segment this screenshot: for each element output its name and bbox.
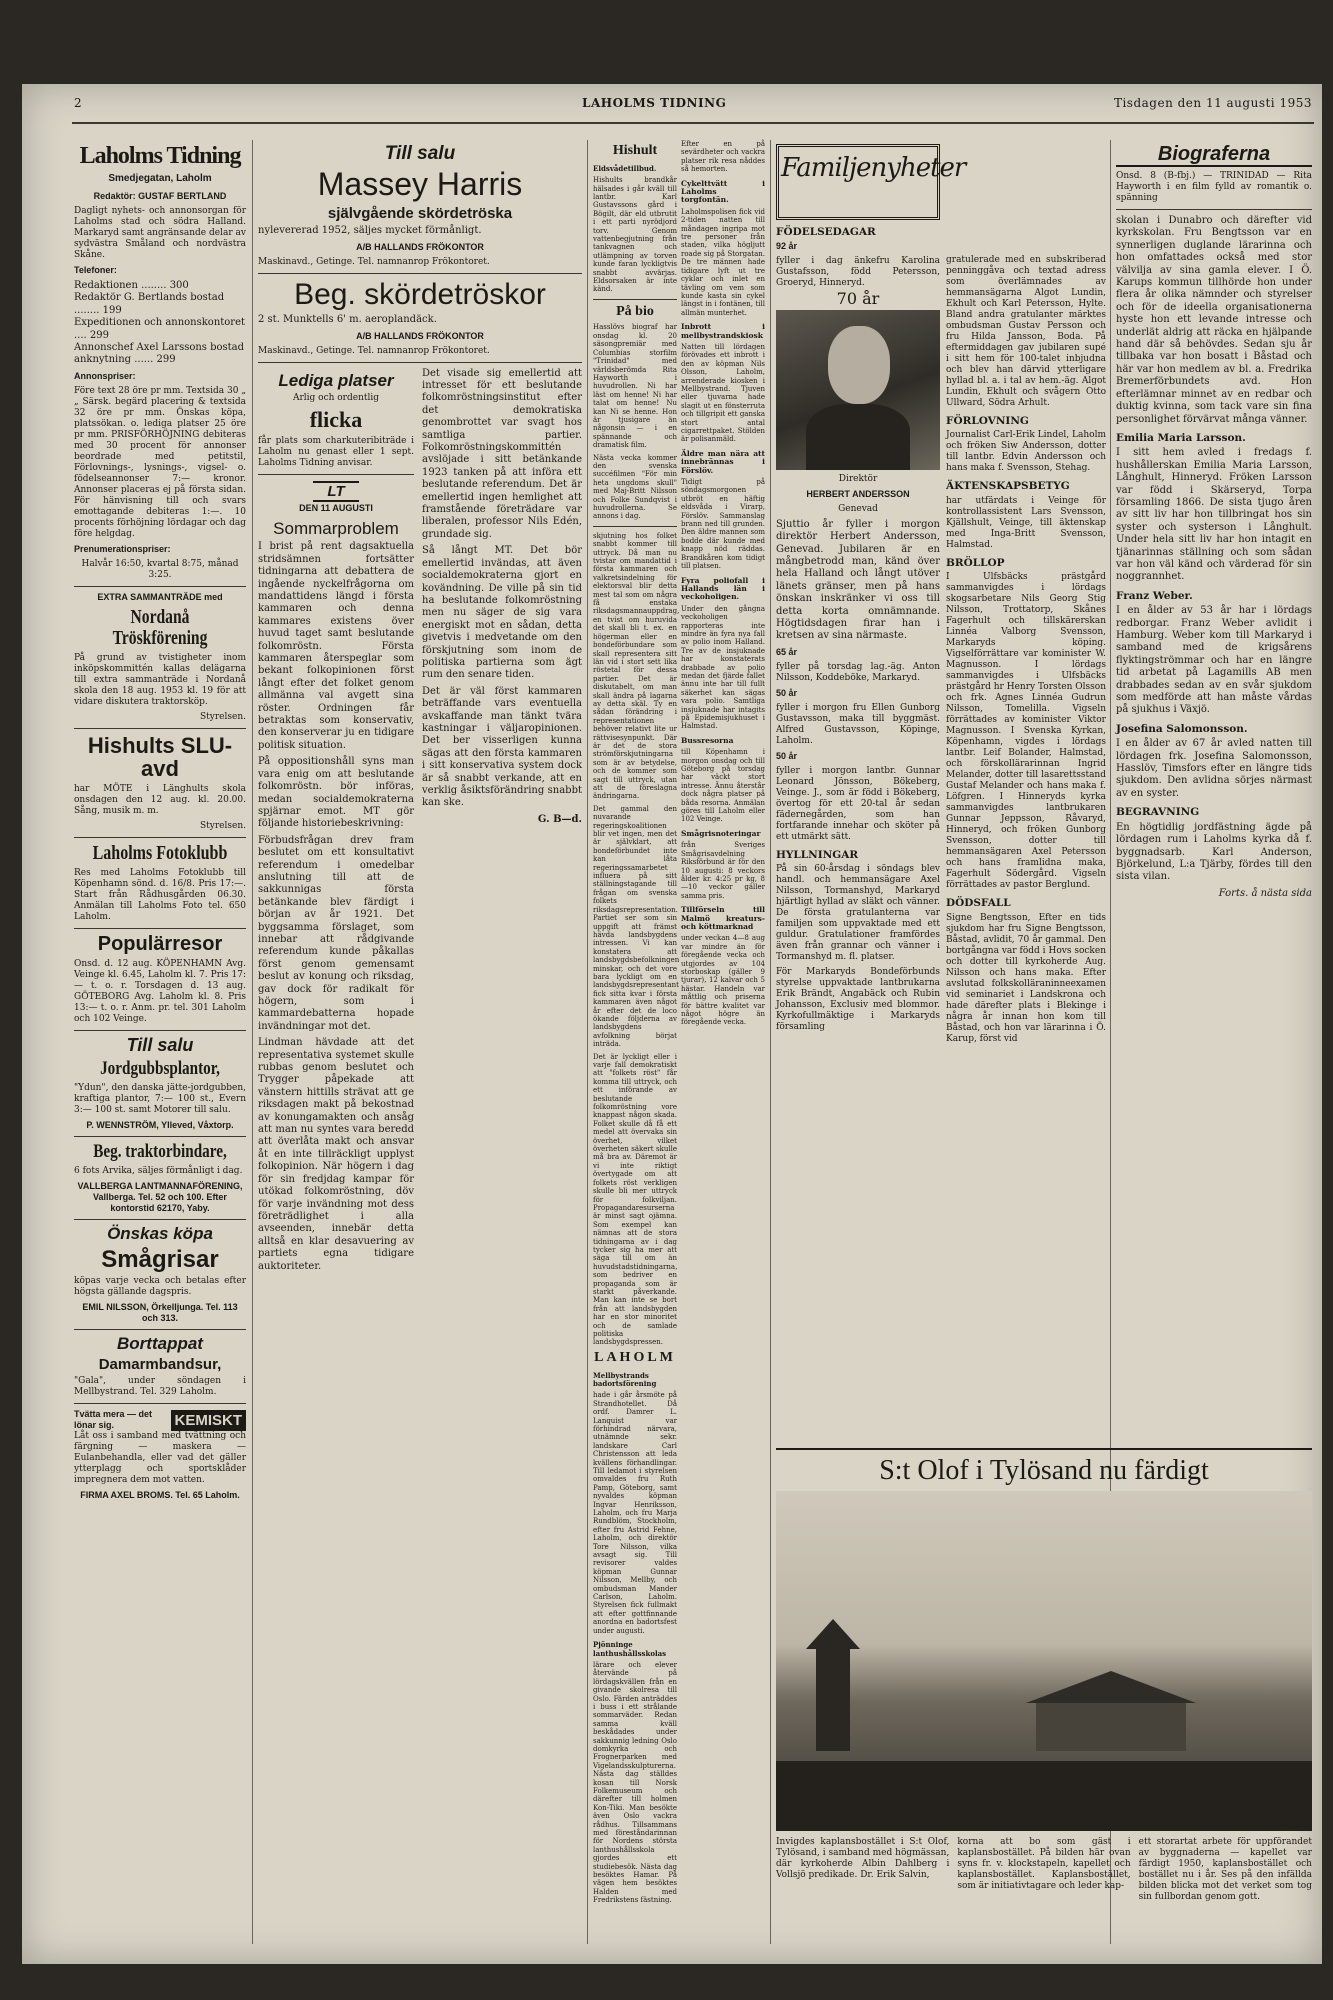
jos-text: I en ålder av 67 år avled natten till lördagen frk. Josefina Salomonsson, Hasslöv, Timsfors efter en längre tids sjukdom. Den avlidna sörjes närmast av en syster. [1116, 738, 1312, 799]
photo-caption: Direktör [838, 473, 878, 484]
fod-head: FÖDELSEDAGAR [776, 226, 876, 238]
resor-text: Onsd. d. 12 aug. KÖPENHAMN Avg. Veinge kl. 6.45, Laholm kl. 7. Pris 17:— t. o. r. Torsdagen d. 13 aug. GÖTEBORG Avg. Laholm kl. 8. Pris 13:— t. o. r. Anm. pr. tel. 301 Laholm och 102 Veinge. [74, 959, 246, 1025]
divider [258, 362, 582, 363]
prices-text: Före text 28 öre pr mm. Textsida 30 „ „ Särsk. begärd placering & textsida 32 öre pr mm. Önskas köpa, platssökan. o. lediga platser 25 öre pr mm. PRISFÖRHÖJNING debiteras med 30 procent för annonser beordrade med petitstil, Förlovnings-, lysnings-, vigsel- o. födelseannonser 7:— kronor. Annonser placeras ej på första sidan. För hänvisning till och svars emottagande debiteras 1:—. 10 procents förhöjning lördagar och dag före helgdag. [74, 385, 246, 539]
fod-70: 70 år [836, 289, 880, 309]
sma-head: Smågrisnoteringar [681, 828, 761, 838]
bio-paragraph: Nästa vecka kommer den svenska succéfilmen "För min heta ungdoms skull" med Maj-Britt Nilsson och Folke Sundqvist i huvudrollerna. Se annons i dag. [593, 453, 677, 521]
phone-line: Redaktör G. Bertlands bostad ........ 199 [74, 292, 225, 316]
fod-50a-text: fyller i morgon fru Ellen Gunborg Gustavsson, maka till byggmäst. Alfred Gustavsson, Köpinge, Laholm. [776, 702, 940, 746]
aldre-text: Tidigt på söndagsmorgonen utbröt en häftig eldsvåda i Virarp, Förslöv. Sammanslag brann ned till grunden. Den äldre mannen som bodde där kunde med knapp nöd räddas. Brandkåren kom tidigt till platsen. [681, 478, 765, 571]
fors-text: För Markaryds Bondeförbunds styrelse uppvaktade lantbrukarna Erik Brändt, Angabäck och Rubin Johansson, Exclusiv med blommor. Kyrkofullmäktige i Markaryds församling [776, 967, 940, 1033]
divider [74, 928, 246, 929]
main-paragraph: Det är lyckligt eller i varje fall demokratiskt att "folkets röst" får komma till uttryck, och ett införande av beslutande folkomröstning vore knappast någon skada. Folket skulle då få ett medel att övervaka sin överhet, vilket överheten säkert skulle må bra av. Däremot är vi inte riktigt övertygade om att folkets röst verkligen skulle bli mer uttryck för folkviljan. Propagandaresurserna är minst sagt ojämna. Som exempel kan nämnas att de stora tidningarna av i dag tycker sig ha mer att säga till om än huvudstadstidningarna, som bedriver en propaganda som är starkt påverkande. Man kan inte se bort från att landsbygden har en stor minoritet och de samlade politiska landsbygdspressen. [593, 1052, 678, 1347]
brand-head: Eldsvådetillbud. [593, 163, 657, 173]
article-paragraph: Det är väl först kammaren beträffande vars eventuella avskaffande man tänkt tvära kastningar i väljaropinionen. Det ber visserligen kunna sägas att den första kammaren i sitt konservativa system dock är så snabbt verkande, att en verklig åsiktsförändring snabbt kan ske. [422, 685, 582, 809]
buss-head: Bussresorna [681, 735, 734, 745]
fod-65: 65 år [776, 646, 798, 657]
brol-head: BRÖLLOP [946, 556, 1005, 569]
grat-text: gratulerade med en subskriberad penninggåva och textad adress som överlämnades av hemmansägarna Algot Lundin, Ekhult och Karl Petersson, Hylte. Bland andra gratulanter märktes ombudsman Gustav Persson och fru Hilda Jansson, Boda. På eftermiddagen gav jubilaren supé i sitt hem för 100-talet inbjudna och blev han därvid ytterligare hyllad bl. a. i tal av hem.-äg. Algot Lundin, Ekhult och svågern Otto Ullward, Södra Arhult. [946, 255, 1106, 408]
massey-foot: Maskinavd., Getinge. Tel. namnanrop Frökontoret. [258, 256, 490, 267]
article-paragraph: Så långt MT. Det bör emellertid invändas, att även socialdemokraterna gjort en kovändning. De ville på sin tid ha beslutande folkomröstning men nu säger de sig vara energiskt mot en sådan, detta givetvis i medvetande om den förskjutning som inom de politiska partierna som ägt rum den senare tiden. [422, 545, 582, 681]
forl-text: Journalist Carl-Erik Lindel, Laholm och fröken Siw Andersson, dotter till lantbr. Edvin Andersson och hans maka f. Svensson, Stehag. [946, 430, 1106, 474]
emil-head: Emilia Maria Larsson. [1116, 431, 1246, 444]
bell-tower-roof [806, 1619, 860, 1649]
col2-split [258, 368, 582, 1277]
main-paragraph: skjutning hos folket snabbt kommer till uttryck. Då man nu tvistar om mandattid i första kammaren och valkretsindelning för elektorsval blir detta mest tal som om några få enstaka riksdagsmannauppdrag, en tvist om huruvida det skall bli t. ex. en högerman eller en bondeförbundare som skall representera sitt län vid i stort sett lika röstetal för dessa partier. Det är diskutabelt, om man skall ändra på lagarna av detta skäl. Ty en sådan förändring i representationen behöver relativt lite ur rättvisesynpunkt. Där är det de stora strömförskjutningarna som är av betydelse, och de kommer som sagt till uttryck, utan att de föreslagna ändringarna. [593, 531, 680, 801]
meeting-text: På grund av tvistigheter inom inköpskommittén kallas delägarna till extra sammanträde i Nordanå skola den 18 aug. 1953 kl. 19 för att vidare diskutera traktorsköp. [74, 652, 246, 707]
header-rule [72, 122, 1314, 124]
smag-sign: EMIL NILSSON, Örkelljunga. Tel. 113 och 313. [82, 1301, 238, 1323]
divider [74, 586, 246, 587]
masthead-address: Smedjegatan, Laholm [108, 173, 212, 185]
phones-title: Telefoner: [74, 265, 117, 275]
hyll-text: På sin 60-årsdag i söndags blev handl. och hemmansägare Axel Nilsson, Tormanshyd, Markaryd hjärtligt hyllad av släkt och vänner. De första gratulanterna var familjen som uppvaktade med ett guldur. Gratulationer framfördes även från grannar och vänner i Tormanshyd m. fl. platser. [776, 864, 940, 963]
massey-title: Massey Harris [317, 165, 523, 202]
photo-caption: Genevad [838, 503, 878, 514]
beg-text: 2 st. Munktells 6' m. aeroplandäck. [258, 314, 437, 326]
column-family-right [946, 140, 1106, 1430]
divider [1116, 209, 1312, 210]
herbert-text: Sjuttio år fyller i morgon direktör Herbert Andersson, Genevad. Jubilaren är en mångbetrodd man, känd över hela Halland och långt utöver länets gränser, men på hans önskan inskränker vi oss till detta korta omnämnande. Högtidsdagen firar han i kretsen av sina närmaste. [776, 518, 940, 642]
franz-text: I en ålder av 53 år har i lördags redborgar. Franz Weber avlidit i Hamburg. Weber kom till Markaryd i samband med de krigsårens flyktingströmmar och har en längre tid arbetat på Lagamills AB men drabbades sedan av en svår sjukdom som medförde att han måste vårdas på sjukhus i Växjö. [1116, 605, 1312, 716]
sma-text: från Sveriges Smågrisavdelning Riksförbund är för den 10 augusti: 8 veckors ålder kr. 4:25 pr kg, 8—10 veckor gäller samma pris. [681, 841, 765, 900]
flicka-sub: Arlig och ordentlig [292, 393, 380, 404]
tillsalu-title: Till salu [126, 1035, 194, 1056]
dods-head: DÖDSFALL [946, 897, 1011, 910]
meeting-sign: Styrelsen. [200, 711, 246, 722]
family-logo-spacer [946, 140, 1106, 255]
column-hishult [593, 140, 680, 1948]
hishult-title: Hishult [612, 143, 658, 158]
slu-text: har MÖTE i Länghults skola onsdagen den 12 aug. kl. 20.00. Sång, musik m. m. [74, 784, 246, 817]
beg-foot: Maskinavd., Getinge. Tel. namnanrop Frökontoret. [258, 345, 490, 356]
fod-50a: 50 år [776, 687, 798, 698]
divider [258, 273, 582, 274]
akt-head: ÄKTENSKAPSBETYG [946, 480, 1070, 493]
bort-title: Borttappat [117, 1333, 203, 1353]
col2-left [258, 368, 414, 1277]
foreground-ground [776, 1761, 1312, 1831]
brol-text: I Ulfsbäcks prästgård sammanvigdes i lördags skogsarbetare Nils Georg Stig Nilsson, Trottatorp, Skånes Fagerhult och tillskärerskan Linnéa Valborg Svensson, Markaryds köping. Vigselförrättare var kominister W. Magnusson. I lördags sammanvigdes i Ulfsbäcks prästgård hr Henry Torsten Olsson och frk. Agnes Linnéa Gudrun Nilsson, Tomelilla. Vigseln förrättades av kominister Viktor Magnusson. I Svenska Kyrkan, Köpenhamn, vigdes i lördags lantbr. Leif Bolander, Halmstad, och förskollärarinnan Ingrid Melander, dotter till lasarettsstand Gustaf Melander och hans maka f. Löfgren. I Hinneryds kyrka sammanvigdes lantbrukaren Gunnar Jeppsson, Råvaryd, Hinneryd, och fröken Gunborg Svensson, dotter till hemmansägaren Axel Petersson och hans framlidna maka, Fagerhult Södergård. Vigseln förrättades av pastor Berglund. [946, 572, 1106, 891]
begr-head: BEGRAVNING [1116, 806, 1200, 819]
column-family-left [776, 140, 966, 1430]
bort-text: "Gala", under söndagen i Mellbystrand. Tel. 329 Laholm. [74, 1376, 246, 1398]
beg-firm: A/B HALLANDS FRÖKONTOR [356, 330, 484, 341]
olof-captions [776, 1837, 1312, 1907]
lediga-title: Lediga platser [278, 370, 394, 390]
bio-title: På bio [616, 303, 654, 319]
kem-title: KEMISKT [171, 1410, 247, 1431]
fyra-head: Fyra poliofall i Hallands län i veckoholigen. [681, 575, 765, 602]
masthead-editor: Redaktör: GUSTAF BERTLAND [93, 190, 227, 201]
lt-badge [258, 481, 414, 514]
kopa-title: Önskas köpa [107, 1223, 213, 1243]
column-biografer [1116, 140, 1312, 1430]
brand-text: Hishults brandkår hälsades i går kväll till lantbr. Karl Gustavssons gård i Bögilt, där eld utbrutit i ett parti nyrödjord torv. Genom vattenbegjutning från tankvagnen och utlämpning av torven kunde faran lyckligtvis snabbt avvärjas. Eldsorsaken är inte känd. [593, 176, 677, 294]
portrait-photo [776, 310, 940, 470]
massey-text: nylevererad 1952, säljes mycket förmånligt. [258, 225, 482, 237]
fod-92-text: fyller i dag änkefru Karolina Gustafsson, född Petersson, Groeryd, Hinneryd. [776, 256, 940, 289]
pann-text: lärare och elever återvände på lördagskvällen från en givande skolresa till Oslo. Färden anträddes i buss i ett strålande sommarväder. Redan samma kväll beskådades under sakkunnig ledning Oslo domkyrka och Frognerparken med Vigelandsskulpturerna. Nästa dag ställdes kosan till Norsk Folkemuseum och därefter till holmen Kon-Tiki. Man besökte även Oslo vackra rådhus. Tillsammans med föreståndarinnan för Nordens största lanthushållsskola gjordes ett studiebesök. Nästa dag besöktes Hamar. På vägen hem besöktes Halden med Fredrikstens fästning. [593, 1660, 677, 1905]
resor-title: Populärresor [97, 933, 223, 956]
lt-date: DEN 11 AUGUSTI [299, 502, 373, 513]
divider [74, 1219, 246, 1220]
kem-text: Låt oss i samband med tvättning och färgning — maskera — Eulanbehandla, eller vad det gäller ytterplagg och sportsklåder impregnera dem mot vatten. [74, 1431, 246, 1486]
emil-text: I sitt hem avled i fredags f. hushållerskan Emilia Maria Larsson, Långhult, Hinneryd. Fröken Larsson var född i Skärseryd, Torpa församling 1866. De sista tjugo åren av sitt liv har hon tillbringat hos sin syster och systerson i Långhult. Under hela sitt liv har hon intagit en tjänarinnas ställning och som sådan var hon väl känd och värderad för sin noggrannhet. [1116, 447, 1312, 583]
article-paragraph: I brist på rent dagsaktuella stridsämnen fortsätter tidningarna att debattera de ingående nyckelfrågorna om mandattidens längd i första kammaren och denna kammares existens över huvud taget samt beslutande folkomröstn. Första kammaren återspeglar som bekant folkopinionen först långt efter det folket genom allmänna val avgett sina röster. Ordningen får betraktas som konservativ, den konserverar ju en tidigare politisk situation. [258, 541, 414, 751]
portrait-face [828, 326, 890, 404]
mellby-head: Mellbystrands badortsförening [593, 1370, 657, 1388]
buss-text: till Köpenhamn i morgon onsdag och till Göteborg på torsdag har väckt stort intresse. Ännu återstår dock några platser på båda resorna. Anmälan göres till Laholm eller 102 Veinge. [681, 748, 765, 824]
flicka-text: får plats som charkuteribiträde i Laholm nu genast eller 1 sept. Laholms Tidning anvisar. [258, 435, 414, 468]
foto-text: Res med Laholms Fotoklubb till Köpenhamn sönd. d. 16/8. Pris 17:—. Start från Rådhusgården 06.30. Anmälan till Laholms Foto tel. 650 Laholm. [74, 868, 246, 923]
masthead-intro: Dagligt nyhets- och annonsorgan för Laholms stad och södra Halland. Markaryd samt angränsande delar av sydvästra Småland och nordvästra Skåne. [74, 206, 246, 260]
olof-title: S:t Olof i Tylösand nu färdigt [776, 1448, 1312, 1485]
kem-header [74, 1409, 246, 1431]
col2-right [422, 368, 582, 1277]
masthead: Laholms Tidning [79, 143, 241, 169]
kem-label: Tvätta mera — det lönar sig. [74, 1409, 153, 1431]
lt-logo: LT [313, 481, 358, 502]
article-title: Sommarproblem [273, 518, 399, 538]
divider [74, 1329, 246, 1330]
article-paragraph: Det visade sig emellertid att intresset för ett beslutande folkomröstningsinstitut efter det demokratiska genombrottet var svagt hos samtliga partier. Folkomröstningskommittén avslöjade i sitt betänkande 1923 tanken på att införa ett beslutande referendum. Det är emellertid ingen hemlighet att framstående företrädare var liberalen, professor Nils Edén, grundade sig. [422, 367, 582, 540]
massey-firm: A/B HALLANDS FRÖKONTOR [356, 241, 484, 252]
trak-sign: VALLBERGA LANTMANNAFÖRENING, Vallberga. Tel. 52 och 100. Efter kontorstid 62170, Yaby. [77, 1180, 243, 1213]
family-logo: Familjenyheter [781, 153, 966, 183]
pann-head: Pjönninge lanthushållsskolas [593, 1640, 667, 1658]
fod-50b-text: fyller i morgon lantbr. Gunnar Leonard Jönsson, Bökeberg, Veinge. J., som är född i Bökeberg, övertog för ett 20-tal år sedan fädernegården, som han fortfarande innehar och sköter på ett utmärkt sätt. [776, 765, 940, 842]
bio-paragraph: Hasslövs biograf har onsdag kl. 20 säsongpremiär med Columbias storfilm "Trinidad" med världsberömda Rita Hayworth i huvudrollen. Ni har läst om henne! Ni har talat om henne! Nu kan Ni se henne. Hon är tjusigare än någonsin — i en spännande och dramatisk film. [593, 323, 677, 450]
massey-sub: självgående skördetröska [327, 204, 513, 222]
fire-text: Efter en på sevärdheter och vackra platser rik resa nåddes så hemorten. [681, 140, 765, 174]
newspaper-page [22, 84, 1322, 1964]
page-date: Tisdagen den 11 augusti 1953 [1113, 96, 1312, 110]
article-paragraph: Lindman hävdade att det representativa systemet skulle rubbas genom beslutet och Trygger påpekade att vänstern hittills strävat att ge riksdagen makt på bekostnad av konungamakten och ansåg att man nu syntes vara beredd att överlåta makt och ansvar åt en inte tillräckligt upplyst folkopinion. När högern i dag för sin fredjdag kampar för utökad folkomröstning, döv för varje invändning mot dess företrädlighet i alla avseenden, innebär detta alltså en klar desavuering av partiets egna tidigare auktoriteter. [258, 1037, 414, 1272]
subscription-text: Halvår 16:50, kvartal 8:75, månad 3:25. [81, 558, 239, 580]
fod-50b: 50 år [776, 750, 798, 761]
trak-text: 6 fots Arvika, säljes förmånligt i dag. [74, 1165, 243, 1176]
till-head: Tillförseln till Malmö kreaturs- och köttmarknad [681, 905, 765, 931]
inbrott-text: Natten till lördagen förövades ett inbrott i den av köpman Nils Olsson, Laholm, arrenderade kiosken i Mellbystrand. Tjuven eller tjuvarna hade slagit ut en fönsterruta och tillgripit ett ganska stort antal cigarrettpaket. Stölden är polisanmäld. [681, 342, 765, 444]
column-ads-editorial [258, 140, 582, 1948]
dods-text: Signe Bengtsson, Efter en tids sjukdom har fru Signe Bengtsson, Båstad, avlidit, 70 år gammal. Den bortgångna var född i Hovs socken och dotter till kyrkoherde Aug. Nilsson och hans maka. Efter avslutad folkskolläraninneexamen vid seminariet i Landskrona och hade därefter plats i Blekinge i några år innan hon kom till Båstad, och hon var lärarinna i Ö. Karup, först vid [946, 912, 1106, 1044]
fyra-text: Under den gångna veckoholigen rapporteras inte mindre än fyra nya fall av polio inom Halland. Tre av de insjuknade har konstaterats drabbade av polio medan det fjärde fallet ännu inte har till fullt säkerhet kan sägas vara polio. Samtliga insjuknade har intagits på Epidemisjukhuset i Halmstad. [681, 604, 765, 731]
bio-logo: Biograferna [1116, 144, 1312, 167]
column-news [681, 140, 765, 1948]
begr-foot: Forts. å nästa sida [1218, 887, 1312, 899]
portrait-suit [806, 404, 910, 470]
subscription-title: Prenumerationspriser: [74, 543, 171, 554]
franz-head: Franz Weber. [1116, 589, 1193, 602]
olof-caption: Invigdes kaplansbostället i S:t Olof, Tylösand, i samband med högmässan, där kyrkoherde Albin Dahlberg i Vollsjö predikade. Dr. Erik Salvin, [776, 1837, 950, 1881]
article-sign: G. B—d. [537, 813, 582, 825]
bell-tower [816, 1641, 850, 1751]
divider [74, 1403, 246, 1404]
inbrott-head: Inbrott i mellbystrandskiosk [681, 322, 765, 340]
till-text: under veckan 4—8 aug var mindre än för föregående vecka och utgjordes av 104 storboskap (gäller 9 tjurar), 12 kalvar och 5 hästar. Handeln var måttlig och priserna för bättre kvalitet var något högre än föregående vecka. [681, 934, 765, 1027]
flicka-title: flicka [309, 407, 363, 433]
begr-text: En högtidlig jordfästning ägde på lördagen rum i Laholms kyrka då f. byggnadsarb. Karl Anderson, Björkelund, L:a Tjärby, fördes till den sista vilan. [1116, 821, 1312, 883]
phone-line: Annonschef Axel Larssons bostad anknytning ...... 299 [74, 342, 245, 366]
column-masthead [74, 140, 246, 1948]
bio-ad: Onsd. 8 (B-fbj.) — TRINIDAD — Rita Hayworth i en film fylld av romantik o. spänning [1116, 171, 1312, 203]
laholm-title: LAHOLM [594, 1349, 676, 1365]
smag-title: Smågrisar [101, 1245, 219, 1273]
beg-title: Beg. skördetröskor [294, 277, 546, 311]
forl-head: FÖRLOVNING [946, 415, 1029, 427]
paper-title: LAHOLMS TIDNING [582, 96, 727, 110]
tillsalu-header: Till salu [384, 143, 456, 164]
meeting-head: EXTRA SAMMANTRÄDE med [97, 591, 223, 602]
divider [258, 474, 414, 475]
phone-line: Redaktionen ........ 300 [74, 280, 189, 291]
cykel-text: Laholmspolisen fick vid 2-tiden natten till måndagen ingripa mot tre personer från staden, vilka högljutt roade sig på Storgatan. De tre männen hade tidigare lyft ut tre cyklar och inlet en tävling om vem som kunde kasta sin cykel längst in i fontänen, till allmän munterhet. [681, 207, 765, 317]
divider [593, 299, 677, 300]
olof-caption: korna att bo som gäst i kaplansbostället. På bilden här ovan syns fr. v. klockstapeln, kapellet och kaplansbostället. Kaplansbostället, som är initiativtagare och leder kap- [957, 1837, 1131, 1892]
photo-caption: HERBERT ANDERSSON [806, 488, 910, 499]
article-paragraph: På oppositionshåll syns man vara enig om att beslutande folkomröstn. bör införas, medan socialdemokraterna spjärnar emot. MT gör följande historiebeskrivning: [258, 756, 414, 830]
smag-text: köpas varje vecka och betalas efter högsta gällande dagspris. [74, 1275, 246, 1297]
kem-sign: FIRMA AXEL BROMS. Tel. 65 Laholm. [80, 1490, 240, 1501]
jord-sign: P. WENNSTRÖM, Ylleved, Våxtorp. [86, 1119, 234, 1130]
olof-caption: ett storartat arbete för uppförandet av byggnaderna — kapellet var färdigt 1950, kaplansbostället och bostället nu i år. Ses på den infällda bilden blicka mot det verket som tog sin fullbordan genom gott. [1138, 1837, 1312, 1903]
page-number: 2 [74, 96, 83, 110]
olof-feature [776, 1444, 1312, 1944]
divider [74, 837, 246, 838]
family-logo-box [776, 144, 966, 220]
hyll-head: HYLLNINGAR [776, 848, 859, 861]
trak-title: Beg. traktorbindare, [93, 1140, 227, 1162]
bort-sub: Damarmbandsur, [98, 1355, 222, 1373]
slu-title: Hishults SLU-avd [87, 732, 233, 781]
main-paragraph: Det gammal den nuvarande regeringskoalitionen blir vet ingen, men det är självklart, att bondeförbundet inte kan låta regeringssamarbetet influera på sitt ställningstagande till frågan om svenska folkets riksdagsrepresentation. Partiet ser som sin uppgift att främst hävda landsbygdens intressen. Vi kan konstatera att landsbygdsbefolkningen minskar, och det vore bara lyckligt om en landsbygdsrepresentant fick sitta kvar i första kammaren även något år efter det de loco ökande följderna av landsbygdens avfolkning börjat inträda. [593, 804, 680, 1049]
divider [74, 1030, 246, 1031]
jos-head: Josefina Salomonsson. [1116, 722, 1248, 735]
aldre-head: Äldre man nära att innebrännas i Förslöv. [681, 448, 765, 475]
prices-title: Annonspriser: [74, 370, 136, 381]
jord-title: Jordgubbsplantor, [100, 1057, 220, 1079]
jord-text: "Ydun", den danska jätte-jordgubben, kraftiga plantor, 7:— 100 st., Evern 3:— 100 st. samt Motorer till salu. [74, 1082, 246, 1115]
fod-65-text: fyller på torsdag lag.-äg. Anton Nilsson, Koddeböke, Markaryd. [776, 661, 940, 683]
akt-text: har utfärdats i Veinge för kontrollassistent Lars Svensson, Kjällshult, Veinge, till äktenskap med Inga-Britt Svensson, Halmstad. [946, 495, 1106, 550]
divider [74, 728, 246, 729]
olof-photo [776, 1491, 1312, 1831]
column-rule [770, 140, 771, 1944]
bio-text: skolan i Dunabro och därefter vid kyrkskolan. Fru Bengtsson var en synnerligen duglande lärarinna och hon omfattades också med stor välvilja av sina gamla elever. I Ö. Karups kommun tillhörde hon under flera år olika nämnder och styrelser och för de ideella organisationerna hyste hon ett levande intresse och underlät aldrig att räcka en hjälpande hand där så behövdes. Sedan sju år tillbaka var hon bosatt i Båstad och här var hon medlem av bl. a. Fredrika Bremerförbundets avd. Hon efterlämnar minnet av en redbar och duktig kvinna, som tack vare sin fina personlighet förvärvat många vänner. [1116, 215, 1312, 425]
slu-sign: Styrelsen. [200, 821, 246, 832]
cykel-head: Cykelttvätt i Laholms torgfontän. [681, 178, 765, 205]
column-rule [252, 140, 253, 1944]
mellby-text: hade i går årsmöte på Strandhotellet. Då ordf. Damrer L. Lanquist var förhindrad närvara, utnämnde sekr. landskare Carl Christensson att leda kvällens förhandlingar. Till ledamot i styrelsen omvaldes fru Ruth Pamp, Göteborg, samt nyvaldes köpman Ingvar Henriksson, Laholm, och fru Marja Rundblöm, Stockholm, efter fru Astrid Fehne, Laholm, och direktör Tore Nilsson, vilka avsagt sig. Till revisorer valdes köpman Gunnar Nilsson, Mellby, och ombudsman Mander Carlson, Laholm. Styrelsen fick fullmakt att efter gottfinnande anordna en badortsfest under augusti. [593, 1391, 677, 1635]
fod-92: 92 år [776, 241, 798, 252]
meeting-title: Nordanå Tröskförening [112, 605, 208, 649]
divider [593, 526, 677, 527]
foto-title: Laholms Fotoklubb [92, 842, 228, 865]
divider [74, 1136, 246, 1137]
article-paragraph: Förbudsfrågan drev fram beslutet om ett konsultativt referendum i omedelbar anslutning till att de sakkunnigas första betänkande blev färdigt i början av år 1921. Det byggsamma förslaget, som innebar att rådgivande referendum kunde påkallas först genom gemensamt beslut av konung och riksdag, gav dock för radikalt för högern, som i kammardebatterna hopade invändningar mot det. [258, 834, 414, 1032]
chapel-roof [1026, 1671, 1196, 1703]
chapel-building [1036, 1701, 1186, 1751]
column-rule [587, 140, 588, 1944]
phone-line: Expeditionen och annonskontoret .... 299 [74, 317, 246, 341]
